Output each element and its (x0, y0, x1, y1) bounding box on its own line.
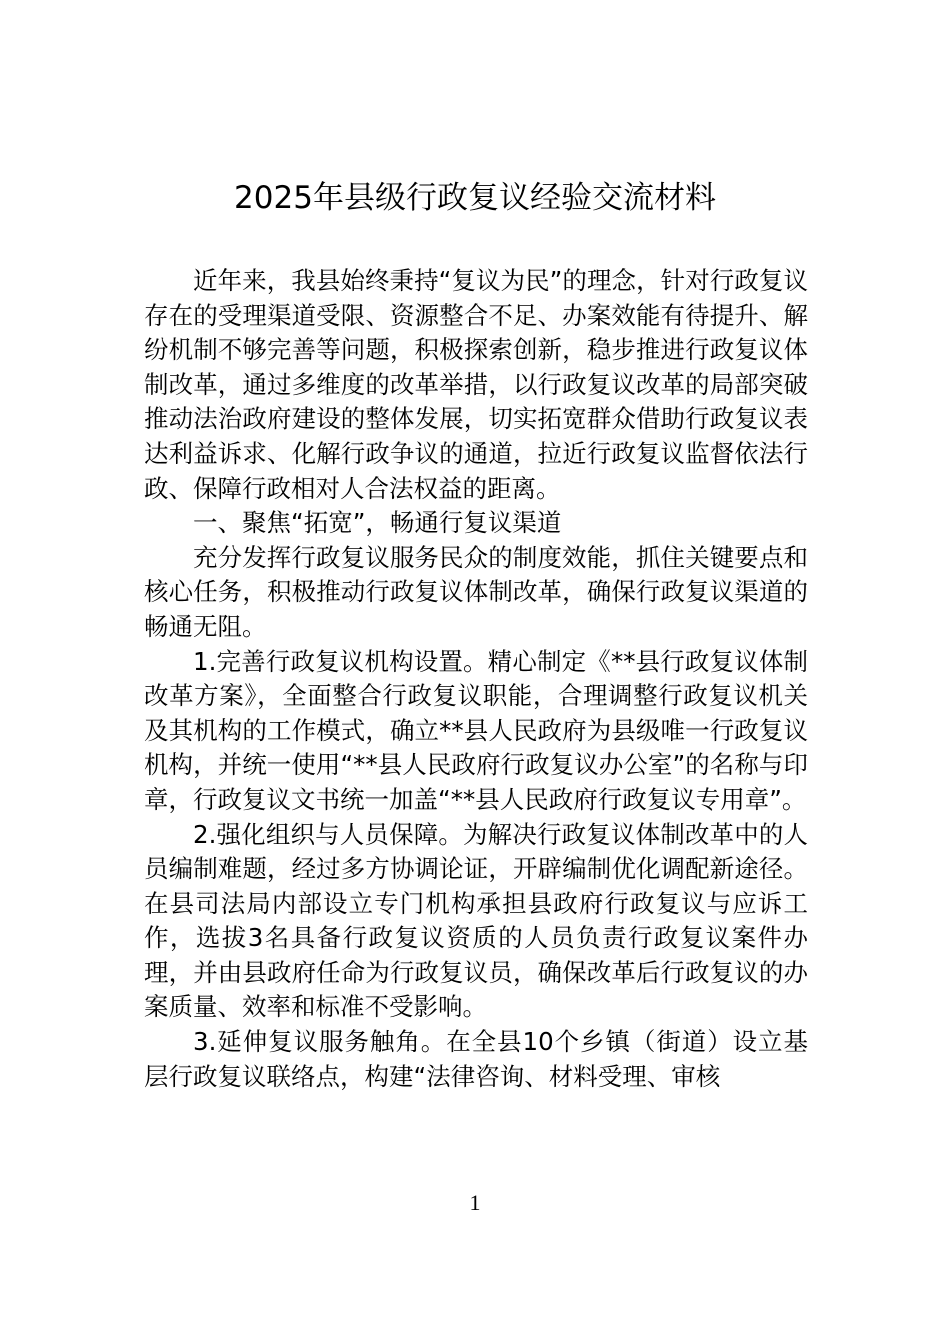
document-body (144, 264, 808, 1094)
page-number: 1 (469, 1190, 481, 1215)
intro-paragraph: 近年来，我县始终秉持“复议为民”的理念，针对行政复议存在的受理渠道受限、资源整合不足、办案效能有待提升、解纷机制不够完善等问题，积极探索创新，稳步推进行政复议体制改革，通过多维度的改革举措，以行政复议改革的局部突破推动法治政府建设的整体发展，切实拓宽群众借助行政复议表达利益诉求、化解行政争议的通道，拉近行政复议监督依法行政、保障行政相对人合法权益的距离。 (144, 266, 808, 503)
document-title: 2025年县级行政复议经验交流材料 (234, 180, 716, 216)
item-3-paragraph: 3.延伸复议服务触角。在全县10个乡镇（街道）设立基层行政复议联络点，构建“法律咨询、材料受理、审核 (144, 1027, 808, 1091)
section-heading-1: 一、聚焦“拓宽”，畅通行复议渠道 (193, 508, 562, 538)
item-1-paragraph: 1.完善行政复议机构设置。精心制定《**县行政复议体制改革方案》，全面整合行政复议职能，合理调整行政复议机关及其机构的工作模式，确立**县人民政府为县级唯一行政复议机构，并统一使用“**县人民政府行政复议办公室”的名称与印章，行政复议文书统一加盖“**县人民政府行政复议专用章”。 (144, 646, 808, 814)
item-2-paragraph: 2.强化组织与人员保障。为解决行政复议体制改革中的人员编制难题，经过多方协调论证，开辟编制优化调配新途径。在县司法局内部设立专门机构承担县政府行政复议与应诉工作，选拔3名具备行政复议资质的人员负责行政复议案件办理，并由县政府任命为行政复议员，确保改革后行政复议的办案质量、效率和标准不受影响。 (144, 819, 808, 1022)
section-1-paragraph: 充分发挥行政复议服务民众的制度效能，抓住关键要点和核心任务，积极推动行政复议体制改革，确保行政复议渠道的畅通无阻。 (144, 542, 808, 641)
